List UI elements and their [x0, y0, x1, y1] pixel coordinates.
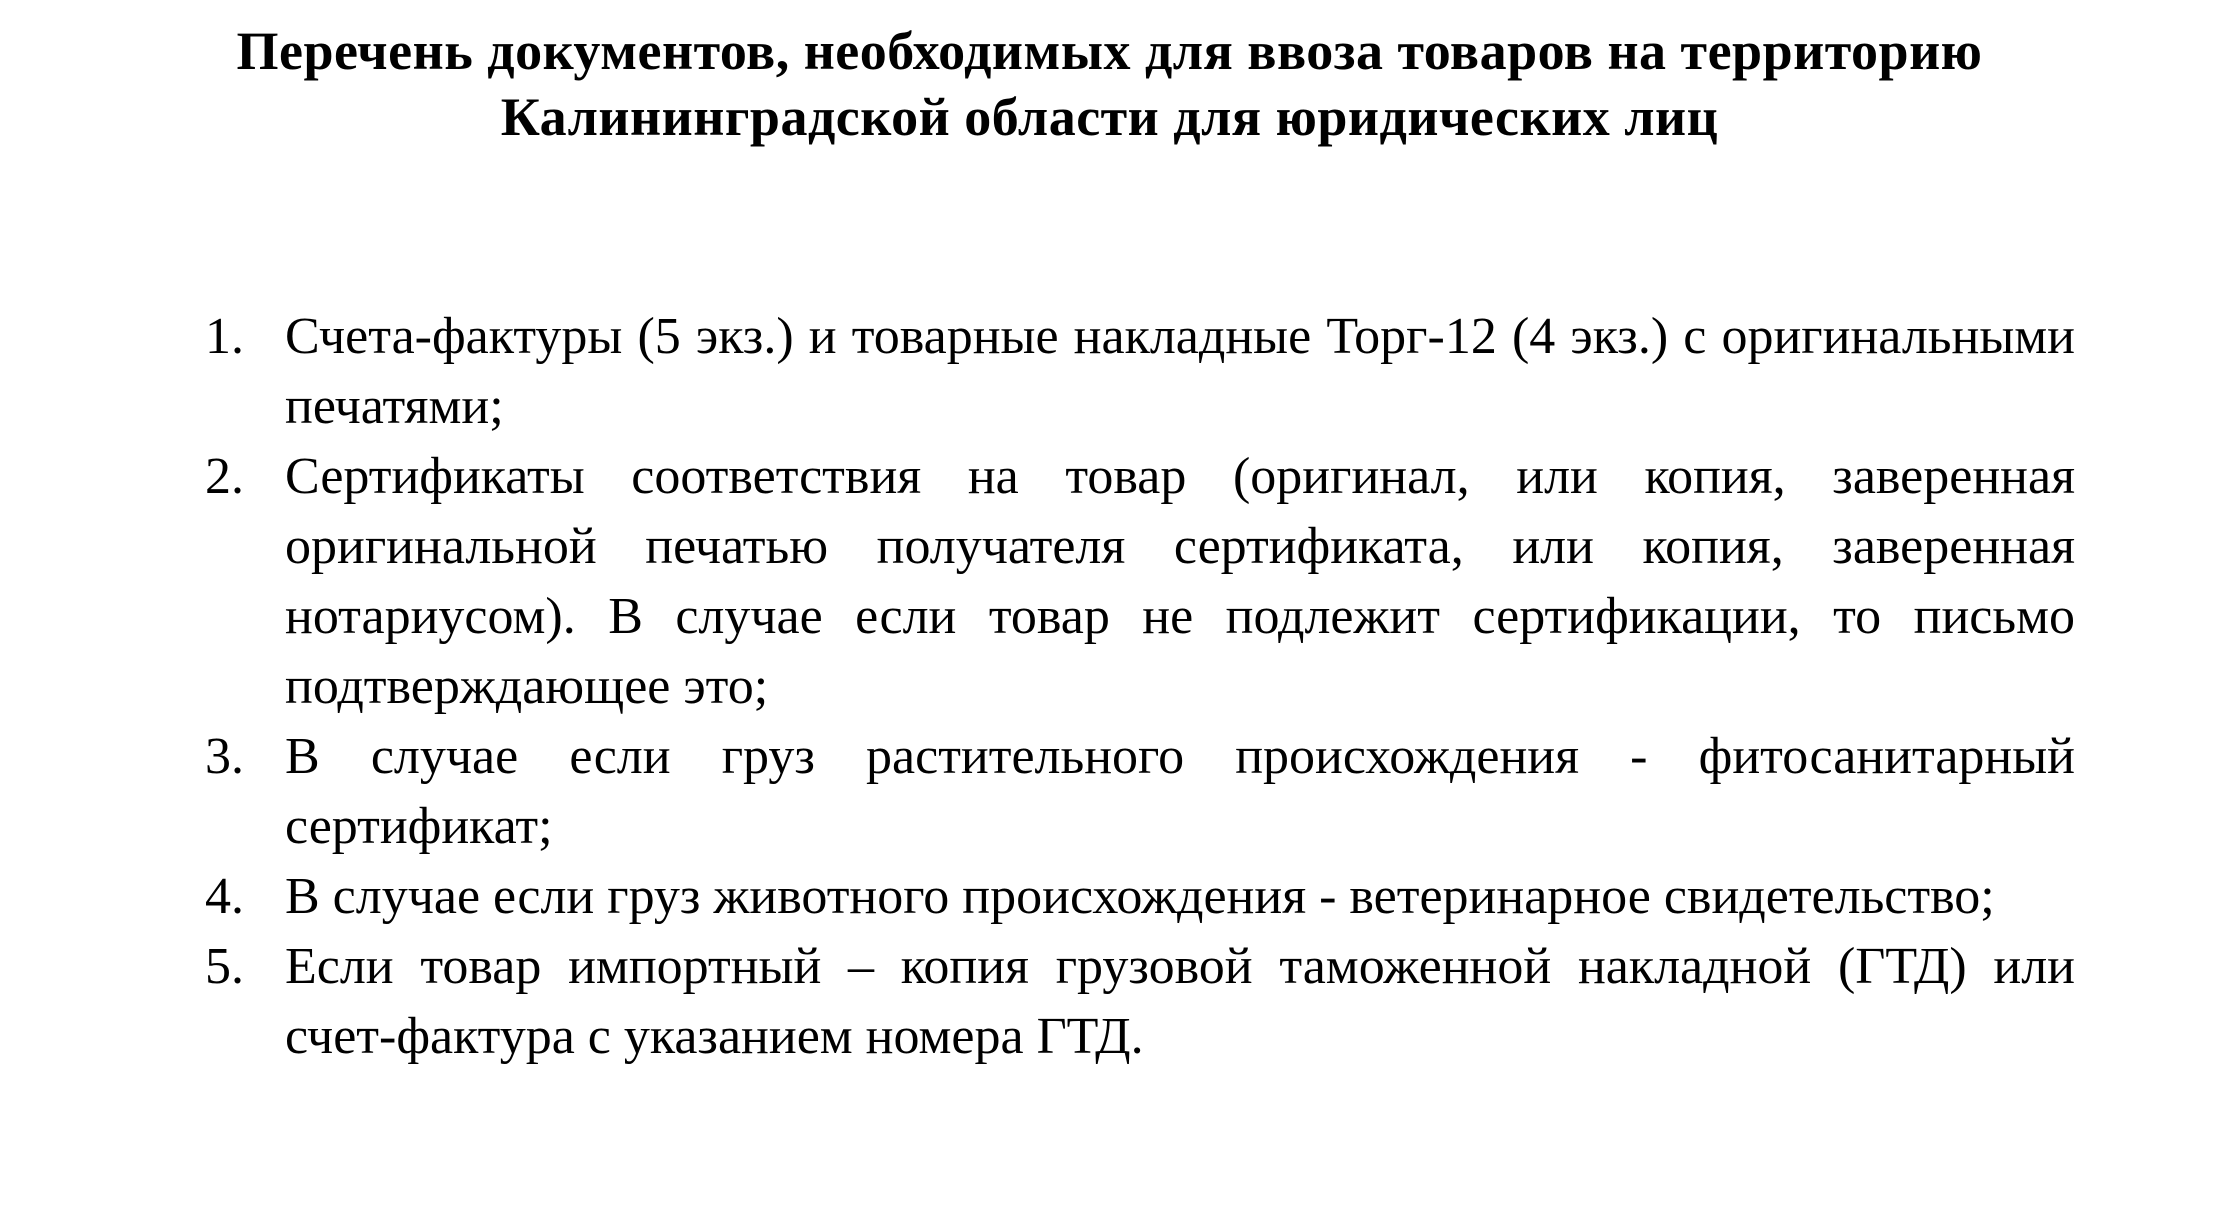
list-item-veterinary-certificate: В случае если груз животного происхождения - ветеринарное свидетельство; [285, 868, 1995, 925]
list-item-conformity-certificates: Сертификаты соответствия на товар (оригинал, или копия, заверенная оригинальной печатью получателя сертификата, или копия, заверенная нотариусом). В случае если товар не подлежит сертификации, то письмо подтверждающее это; [285, 448, 2075, 715]
required-documents-list [205, 302, 2075, 1072]
list-item-phytosanitary-certificate: В случае если груз растительного происхождения - фитосанитарный сертификат; [285, 728, 2075, 855]
title-line-1: Перечень документов, необходимых для ввоза товаров на территорию [236, 21, 1983, 81]
list-item-invoices: Счета-фактуры (5 экз.) и товарные накладные Торг-12 (4 экз.) с оригинальными печатями; [285, 308, 2075, 435]
title-line-2: Калининградской области для юридических лиц [500, 87, 1719, 147]
list-item-customs-declaration: Если товар импортный – копия грузовой таможенной накладной (ГТД) или счет-фактура с указанием номера ГТД. [285, 938, 2075, 1065]
document-title [60, 18, 2159, 150]
